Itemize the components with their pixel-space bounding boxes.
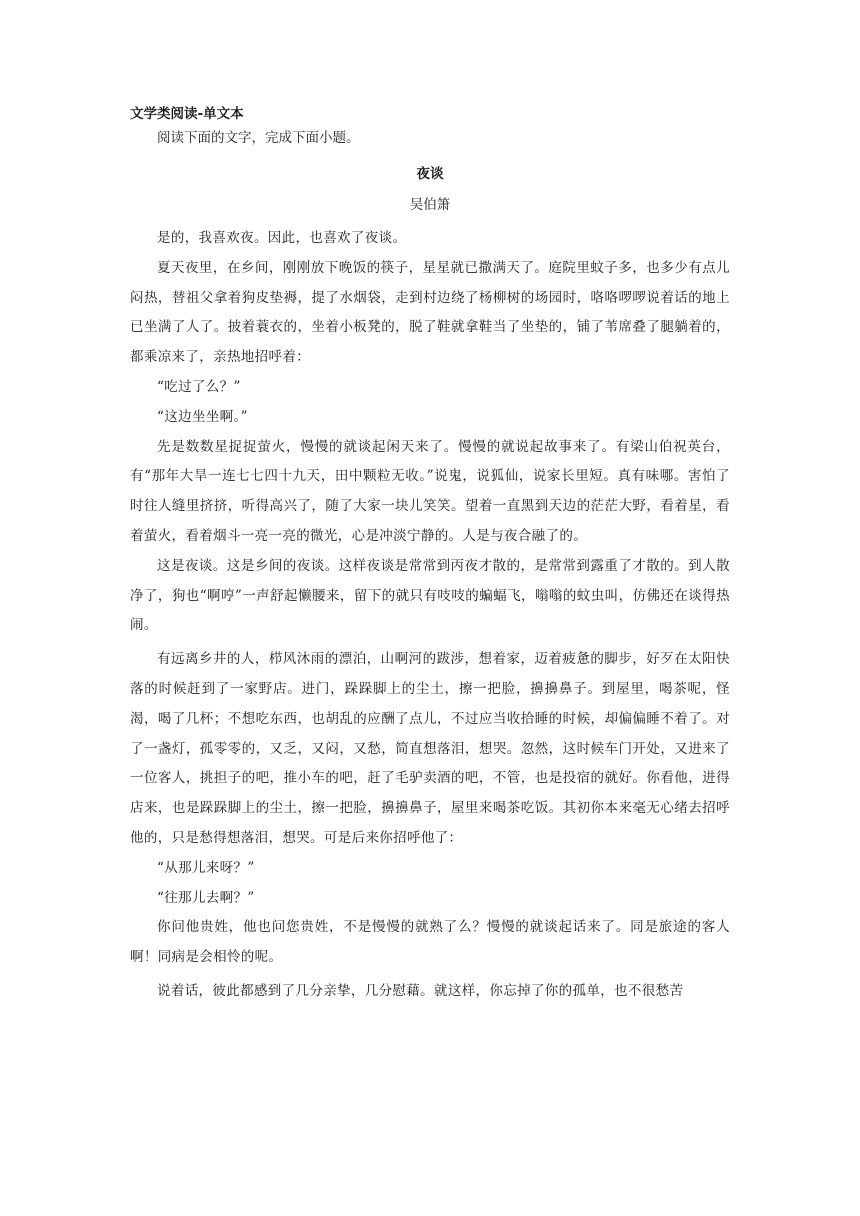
paragraph: 说着话，彼此都感到了几分亲挚，几分慰藉。就这样，你忘掉了你的孤单，也不很愁苦 bbox=[157, 982, 684, 999]
article-body bbox=[130, 224, 730, 1007]
dialogue-line: “这边坐坐啊。” bbox=[157, 408, 248, 425]
paragraph: 有远离乡井的人，栉风沐雨的漂泊，山啊河的跋涉，想着家，迈着疲惫的脚步，好歹在太阳快落的时候赶到了一家野店。进门，跺跺脚上的尘土，擦一把脸，擤擤鼻子。到屋里，喝茶呢，怪渴，喝了几杯；不想吃东西，也胡乱的应酬了点儿，不过应当收拾睡的时候，却偏偏睡不着了。对了一盏灯，孤零零的，又乏，又闷，又愁，简直想落泪，想哭。忽然，这时候车门开处，又进来了一位客人，挑担子的吧，推小车的吧，赶了毛驴卖酒的吧，不管，也是投宿的就好。你看他，进得店来，也是跺跺脚上的尘土，擦一把脸，擤擤鼻子，屋里来喝茶吃饭。其初你本来毫无心绪去招呼他的，只是愁得想落泪，想哭。可是后来你招呼他了： bbox=[130, 651, 730, 846]
instruction-text: 阅读下面的文字，完成下面小题。 bbox=[157, 130, 360, 146]
article-title: 夜谈 bbox=[416, 166, 444, 182]
dialogue-line: “吃过了么？” bbox=[157, 378, 241, 395]
section-label: 文学类阅读-单文本 bbox=[130, 106, 244, 122]
paragraph: 这是夜谈。这是乡间的夜谈。这样夜谈是常常到丙夜才散的，是常常到露重了才散的。到人散净了，狗也“啊哼”一声舒起懒腰来，留下的就只有吱吱的蝙蝠飞，嗡嗡的蚊虫叫，仿佛还在谈得热闹。 bbox=[130, 557, 730, 634]
document-page bbox=[130, 104, 730, 1007]
paragraph: 夏天夜里，在乡间，刚刚放下晚饭的筷子，星星就已撒满天了。庭院里蚊子多，也多少有点儿闷热，替祖父拿着狗皮垫褥，提了水烟袋，走到村边绕了杨柳树的场园时，咯咯啰啰说着话的地上已坐满了人了。披着蓑衣的，坐着小板凳的，脱了鞋就拿鞋当了坐垫的，铺了苇席叠了腿躺着的，都乘凉来了，亲热地招呼着： bbox=[130, 259, 730, 366]
article-author: 吴伯箫 bbox=[409, 197, 451, 213]
paragraph: 是的，我喜欢夜。因此，也喜欢了夜谈。 bbox=[157, 230, 407, 246]
dialogue-line: “往那儿去啊？” bbox=[157, 889, 255, 906]
paragraph: 先是数数星捉捉萤火，慢慢的就谈起闲天来了。慢慢的就说起故事来了。有梁山伯祝英台，有“那年大旱一连七七四十九天，田中颗粒无收。”说鬼，说狐仙，说家长里短。真有味哪。害怕了时往人缝里挤挤，听得高兴了，随了大家一块儿笑笑。望着一直黑到天边的茫茫大野，看着星，看着萤火，看着烟斗一亮一亮的微光，心是冲淡宁静的。人是与夜合融了的。 bbox=[130, 438, 730, 544]
dialogue-line: “从那儿来呀？” bbox=[157, 859, 255, 876]
paragraph: 你问他贵姓，他也问您贵姓，不是慢慢的就熟了么？慢慢的就谈起话来了。同是旅途的客人啊！同病是会相怜的呢。 bbox=[130, 919, 730, 966]
